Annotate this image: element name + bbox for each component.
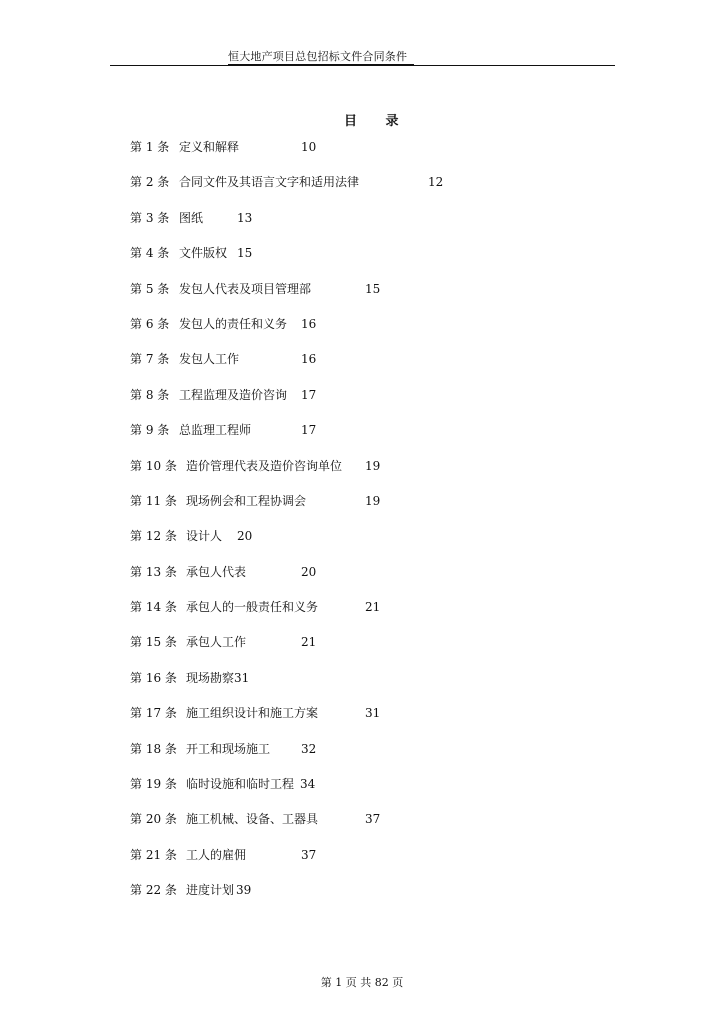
- toc-entry: [130, 848, 530, 883]
- toc-entry: [130, 282, 530, 317]
- toc-entry-label: 定义和解释: [179, 140, 240, 154]
- toc-entry-page: 13: [237, 210, 253, 225]
- toc-entry-page: 15: [365, 281, 381, 296]
- toc-entry-number: 第 11 条: [130, 493, 177, 508]
- toc-entry-number: 第 10 条: [130, 458, 177, 473]
- toc-entry: [130, 883, 530, 918]
- toc-entry: [130, 175, 530, 210]
- toc-entry-label: 发包人的责任和义务: [179, 316, 288, 331]
- toc-entry-label: 进度计划: [186, 883, 235, 898]
- toc-entry-number: 第 9 条: [130, 423, 170, 438]
- toc-entry-page: 31: [234, 670, 250, 685]
- toc-entry-label: 现场勘察: [186, 670, 235, 685]
- toc-entry-page: 31: [365, 706, 381, 721]
- toc-entry-number: 第 20 条: [130, 812, 177, 827]
- toc-entry: [130, 246, 530, 281]
- toc-entry-label: 承包人工作: [186, 635, 247, 650]
- toc-entry-number: 第 13 条: [130, 564, 177, 579]
- toc-entry-page: 16: [301, 352, 317, 367]
- toc-list: [130, 140, 530, 919]
- toc-entry-label: 施工机械、设备、工器具: [186, 812, 319, 827]
- toc-entry-label: 总监理工程师: [179, 423, 252, 438]
- toc-entry-page: 21: [365, 600, 381, 615]
- toc-entry-number: 第 21 条: [130, 847, 177, 862]
- toc-entry-page: 17: [301, 423, 317, 438]
- toc-entry-number: 第 3 条: [130, 210, 170, 225]
- toc-entry-label: 承包人代表: [186, 564, 247, 579]
- toc-entry-page: 21: [301, 635, 317, 650]
- toc-entry-page: 20: [237, 529, 253, 544]
- toc-entry-label: 设计人: [186, 529, 223, 544]
- page-footer: 第 1 页 共 82 页: [320, 976, 404, 989]
- toc-entry: [130, 529, 530, 564]
- toc-title: 目 录: [344, 114, 411, 129]
- toc-entry: [130, 388, 530, 423]
- toc-entry-page: 10: [301, 140, 317, 154]
- toc-entry-label: 文件版权: [179, 246, 228, 261]
- toc-entry-page: 16: [301, 316, 317, 331]
- toc-entry-label: 工人的雇佣: [186, 847, 247, 862]
- toc-entry-number: 第 6 条: [130, 316, 170, 331]
- toc-entry: [130, 140, 530, 175]
- toc-entry-label: 合同文件及其语言文字和适用法律: [179, 175, 360, 190]
- toc-entry-number: 第 1 条: [130, 140, 170, 154]
- toc-entry: [130, 352, 530, 387]
- toc-entry-label: 图纸: [179, 210, 204, 225]
- toc-entry-page: 34: [300, 777, 316, 792]
- toc-entry-page: 15: [237, 246, 253, 261]
- document-header-title: 恒大地产项目总包招标文件合同条件: [228, 50, 408, 63]
- toc-entry-page: 37: [365, 812, 381, 827]
- toc-entry-number: 第 5 条: [130, 281, 170, 296]
- toc-entry-page: 32: [301, 741, 317, 756]
- toc-entry-label: 开工和现场施工: [186, 741, 271, 756]
- toc-entry-number: 第 16 条: [130, 670, 177, 685]
- toc-entry-label: 承包人的一般责任和义务: [186, 600, 319, 615]
- toc-entry-number: 第 14 条: [130, 600, 177, 615]
- toc-entry-number: 第 18 条: [130, 741, 177, 756]
- toc-entry-number: 第 22 条: [130, 883, 177, 898]
- toc-entry-page: 37: [301, 847, 317, 862]
- toc-entry: [130, 742, 530, 777]
- toc-entry-number: 第 2 条: [130, 175, 170, 190]
- toc-entry-number: 第 15 条: [130, 635, 177, 650]
- toc-entry-label: 造价管理代表及造价咨询单位: [186, 458, 343, 473]
- toc-entry-label: 临时设施和临时工程: [186, 777, 295, 792]
- toc-entry: [130, 317, 530, 352]
- toc-entry: [130, 211, 530, 246]
- toc-entry: [130, 423, 530, 458]
- toc-entry: [130, 635, 530, 670]
- toc-entry: [130, 671, 530, 706]
- toc-entry: [130, 812, 530, 847]
- toc-entry-page: 19: [365, 493, 381, 508]
- toc-entry: [130, 494, 530, 529]
- toc-entry-label: 施工组织设计和施工方案: [186, 706, 319, 721]
- header-rule: [110, 65, 615, 66]
- toc-entry: [130, 706, 530, 741]
- toc-entry-number: 第 8 条: [130, 387, 170, 402]
- toc-entry-number: 第 12 条: [130, 529, 177, 544]
- toc-entry-label: 发包人代表及项目管理部: [179, 281, 312, 296]
- toc-entry: [130, 777, 530, 812]
- toc-entry-number: 第 4 条: [130, 246, 170, 261]
- toc-entry-page: 12: [428, 175, 444, 190]
- toc-entry-label: 现场例会和工程协调会: [186, 493, 307, 508]
- toc-entry: [130, 565, 530, 600]
- toc-entry-number: 第 7 条: [130, 352, 170, 367]
- toc-entry-number: 第 19 条: [130, 777, 177, 792]
- toc-entry-number: 第 17 条: [130, 706, 177, 721]
- toc-entry-label: 发包人工作: [179, 352, 240, 367]
- toc-entry-page: 39: [236, 883, 252, 898]
- toc-entry: [130, 600, 530, 635]
- toc-entry: [130, 459, 530, 494]
- toc-entry-page: 20: [301, 564, 317, 579]
- toc-entry-label: 工程监理及造价咨询: [179, 387, 288, 402]
- toc-entry-page: 17: [301, 387, 317, 402]
- toc-entry-page: 19: [365, 458, 381, 473]
